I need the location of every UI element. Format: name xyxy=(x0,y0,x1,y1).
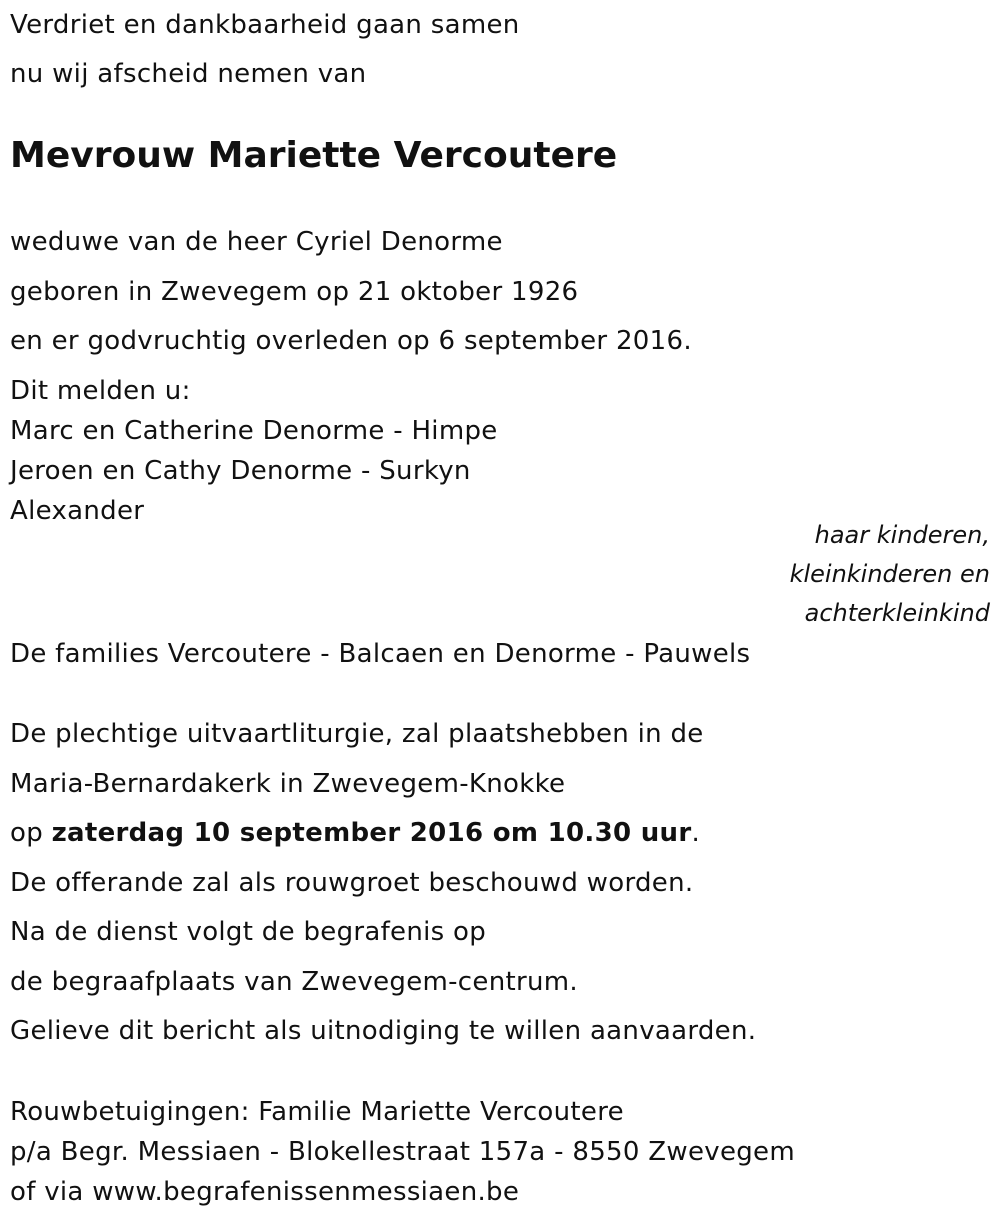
deceased-name: Mevrouw Mariette Vercoutere xyxy=(10,135,618,176)
announcer-name: Alexander xyxy=(10,496,145,526)
funeral-line-2: Maria-Bernardakerk in Zwevegem-Knokke xyxy=(10,769,566,799)
widow-line: weduwe van de heer Cyriel Denorme xyxy=(10,227,503,257)
burial-line-2: de begraafplaats van Zwevegem-centrum. xyxy=(10,967,578,997)
relation-line: haar kinderen, xyxy=(814,521,990,549)
funeral-date-prefix: op xyxy=(10,818,52,848)
burial-line-1: Na de dienst volgt de begrafenis op xyxy=(10,917,487,947)
condolences-website: of via www.begrafenissenmessiaen.be xyxy=(10,1177,520,1207)
birth-line: geboren in Zwevegem op 21 oktober 1926 xyxy=(10,277,579,307)
announcers-intro: Dit melden u: xyxy=(10,376,191,406)
condolences-address: p/a Begr. Messiaen - Blokellestraat 157a - 8550 Zwevegem xyxy=(10,1137,795,1167)
intro-line-1: Verdriet en dankbaarheid gaan samen xyxy=(10,10,520,40)
relation-line: achterkleinkind xyxy=(804,599,990,627)
death-line: en er godvruchtig overleden op 6 september 2016. xyxy=(10,326,692,356)
relation-line: kleinkinderen en xyxy=(789,560,990,588)
condolences-line-1: Rouwbetuigingen: Familie Mariette Vercoutere xyxy=(10,1097,624,1127)
funeral-date-suffix: . xyxy=(691,818,701,848)
offering-line: De offerande zal als rouwgroet beschouwd worden. xyxy=(10,868,694,898)
funeral-date: zaterdag 10 september 2016 om 10.30 uur xyxy=(51,818,692,848)
announcer-name: Marc en Catherine Denorme - Himpe xyxy=(10,416,498,446)
invitation-line: Gelieve dit bericht als uitnodiging te willen aanvaarden. xyxy=(10,1016,757,1046)
funeral-date-line xyxy=(10,815,700,851)
intro-line-2: nu wij afscheid nemen van xyxy=(10,59,367,89)
funeral-line-1: De plechtige uitvaartliturgie, zal plaatshebben in de xyxy=(10,719,704,749)
families-line: De families Vercoutere - Balcaen en Denorme - Pauwels xyxy=(10,639,751,669)
announcer-name: Jeroen en Cathy Denorme - Surkyn xyxy=(10,456,471,486)
